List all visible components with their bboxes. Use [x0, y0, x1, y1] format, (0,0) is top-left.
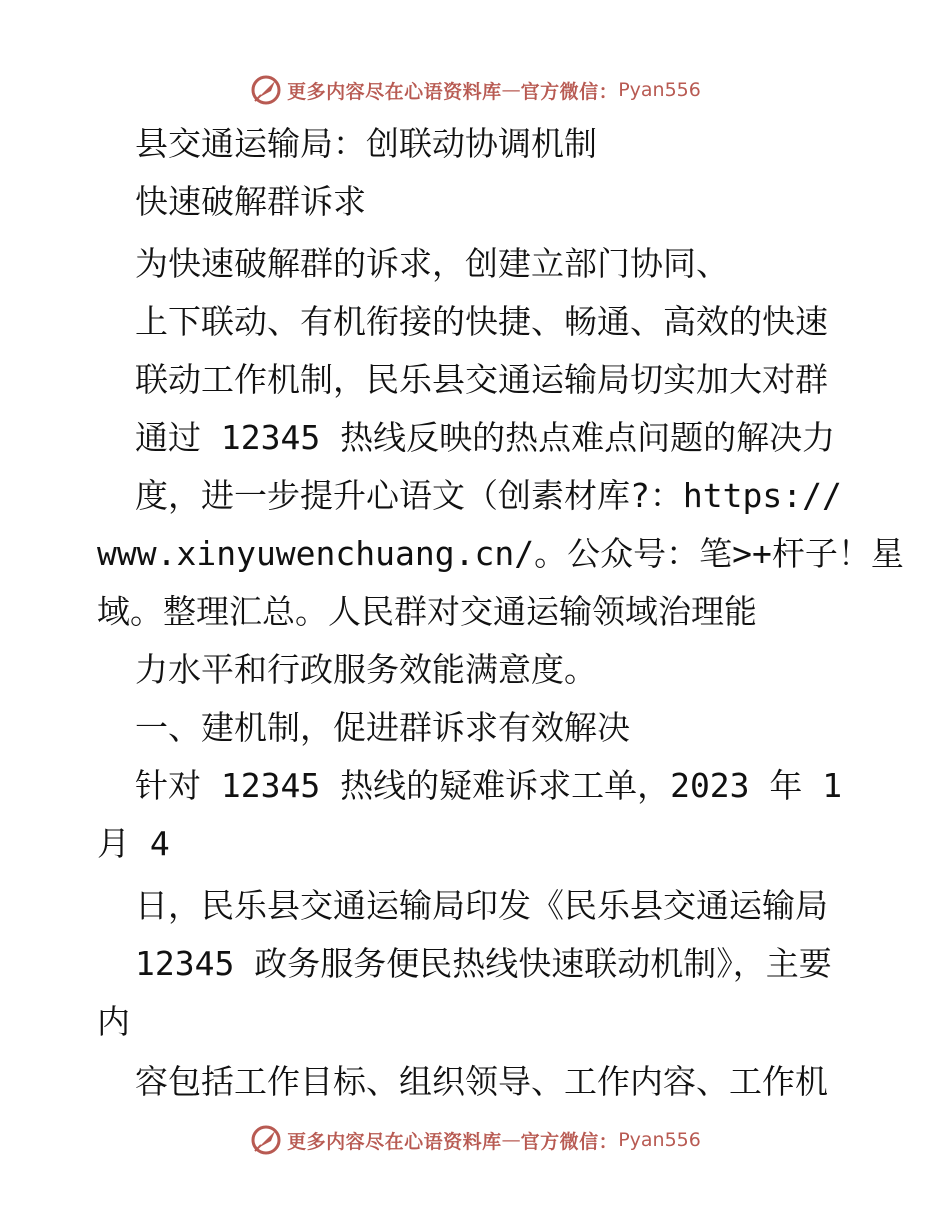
watermark-wechat-id: Pyan556	[618, 79, 701, 101]
paragraph-line: 力水平和行政服务效能满意度。	[135, 650, 597, 689]
document-title-line-2: 快速破解群诉求	[135, 182, 366, 221]
section-heading: 一、建机制，促进群诉求有效解决	[135, 708, 630, 747]
paragraph-line: 度，进一步提升心语文（创素材库?：https://	[135, 476, 842, 515]
paragraph-line: www.xinyuwenchuang.cn/。公众号：笔>+杆子！星	[97, 534, 904, 573]
paragraph-line: 月 4	[97, 824, 170, 863]
watermark-wechat-label: 官方微信：	[520, 80, 619, 103]
paragraph-line: 联动工作机制，民乐县交通运输局切实加大对群	[135, 360, 828, 399]
quill-logo-icon	[249, 1123, 283, 1157]
paragraph-line: 通过 12345 热线反映的热点难点问题的解决力	[135, 418, 836, 457]
watermark-separator: —	[501, 1129, 521, 1151]
watermark-site-text: 更多内容尽在心语资料库	[287, 1130, 502, 1153]
paragraph-line: 为快速破解群的诉求，创建立部门协同、	[135, 244, 729, 283]
watermark-site-text: 更多内容尽在心语资料库	[287, 80, 502, 103]
paragraph-line: 12345 政务服务便民热线快速联动机制》，主要	[135, 944, 832, 983]
header-watermark	[0, 72, 950, 108]
paragraph-line: 日，民乐县交通运输局印发《民乐县交通运输局	[135, 886, 828, 925]
quill-logo-icon	[249, 73, 283, 107]
watermark-wechat-id: Pyan556	[618, 1129, 701, 1151]
footer-watermark	[0, 1122, 950, 1158]
paragraph-line: 上下联动、有机衔接的快捷、畅通、高效的快速	[135, 302, 828, 341]
paragraph-line: 内	[97, 1002, 130, 1041]
paragraph-line: 域。整理汇总。人民群对交通运输领域治理能	[97, 592, 757, 631]
paragraph-line: 针对 12345 热线的疑难诉求工单，2023 年 1	[135, 766, 843, 805]
document-title-line-1: 县交通运输局：创联动协调机制	[135, 124, 597, 163]
watermark-separator: —	[501, 79, 521, 101]
watermark-wechat-label: 官方微信：	[520, 1130, 619, 1153]
paragraph-line: 容包括工作目标、组织领导、工作内容、工作机	[135, 1062, 828, 1101]
